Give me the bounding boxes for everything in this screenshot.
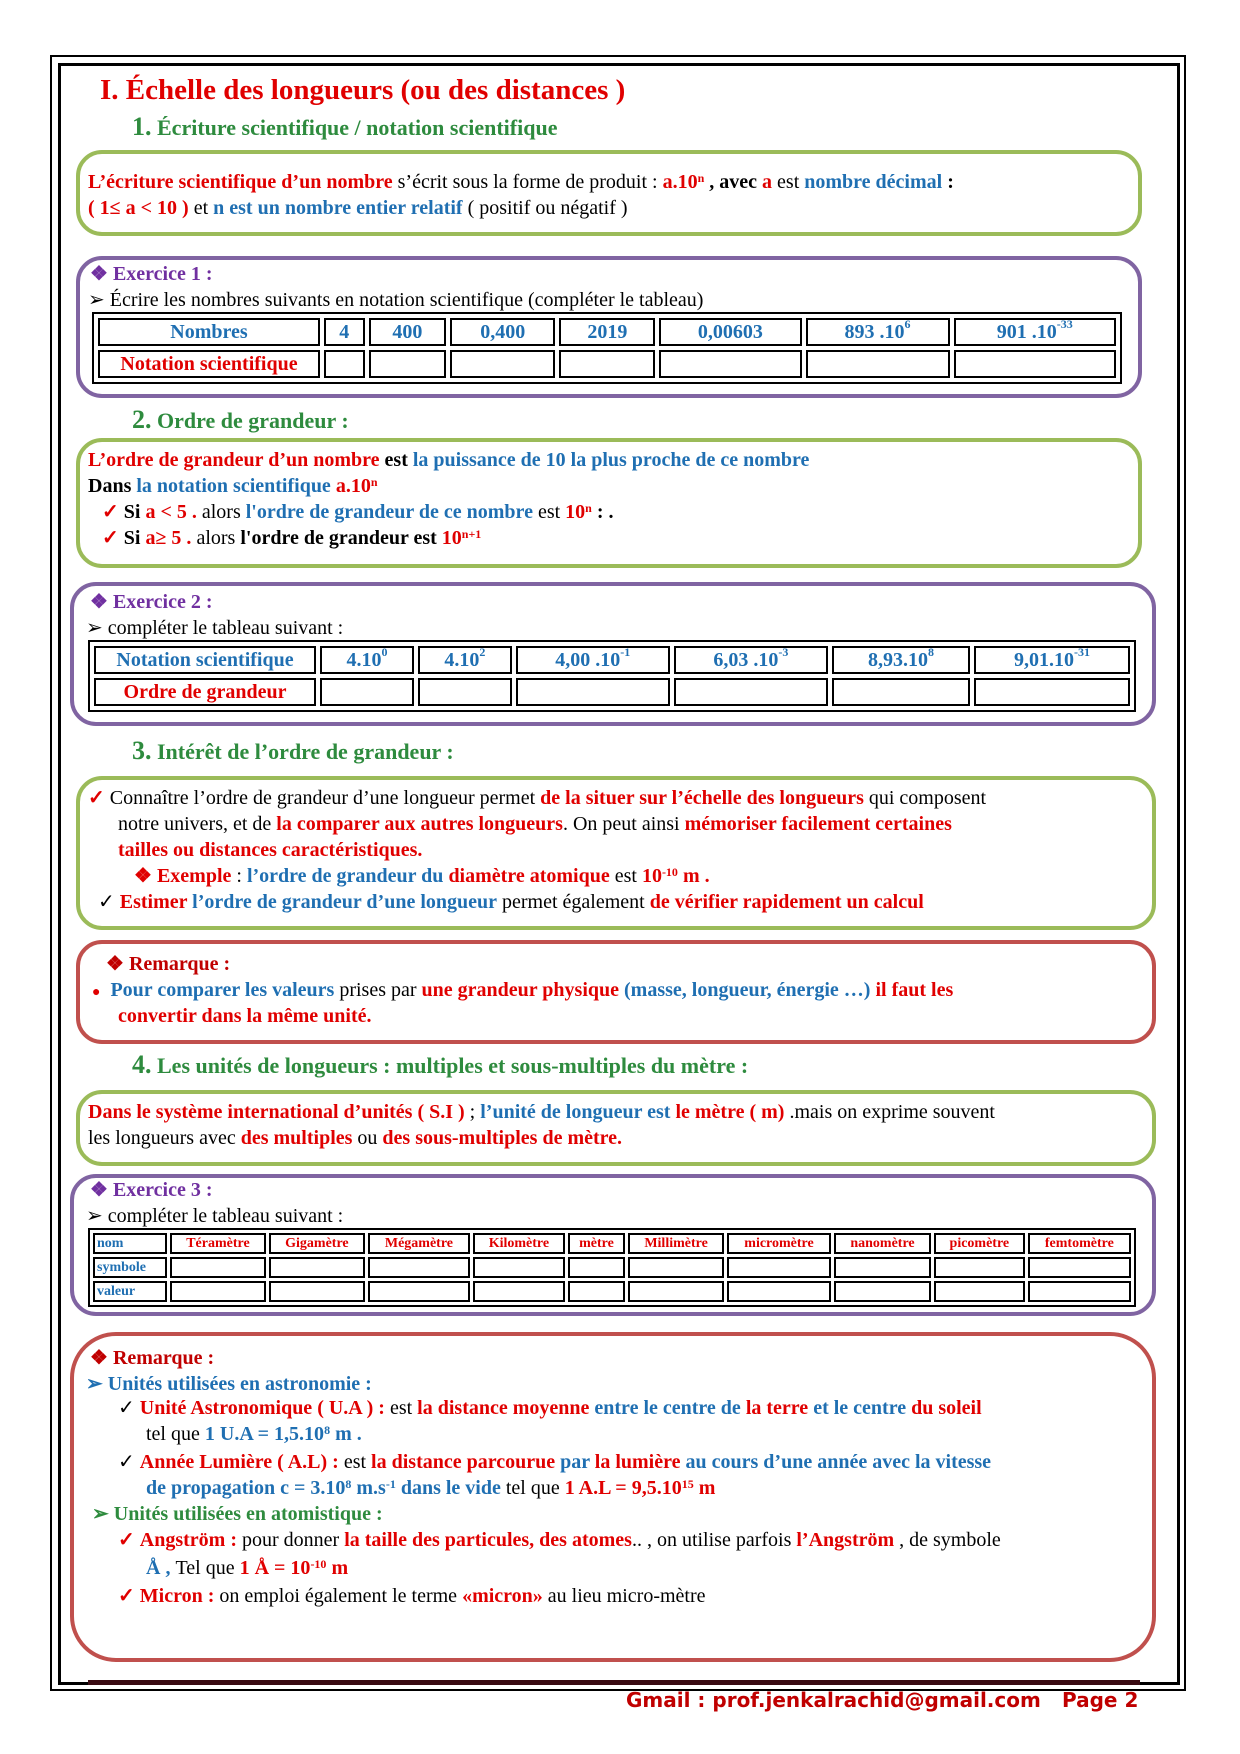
answer-cell[interactable] bbox=[727, 1257, 831, 1278]
check-icon: ✓ bbox=[118, 1529, 135, 1551]
answer-cell[interactable] bbox=[659, 350, 801, 378]
rem2-ua-line2: tel que 1 $U.A = 1,5.10^8$ m . bbox=[146, 1423, 362, 1445]
answer-cell[interactable] bbox=[170, 1257, 266, 1278]
table-cell: nanomètre bbox=[834, 1233, 931, 1254]
def2-line3: ✓ Si a < 5 . alors l'ordre de grandeur de ce nombre est 10$^n$ : . bbox=[102, 501, 614, 523]
def2-line1: L’ordre de grandeur d’un nombre est la puissance de 10 la plus proche de ce nombre bbox=[88, 449, 810, 471]
table-cell: mètre bbox=[568, 1233, 625, 1254]
answer-cell[interactable] bbox=[727, 1281, 831, 1302]
table-cell: 4,00 $.10^{-1}$ bbox=[516, 646, 670, 674]
check-icon: ✓ bbox=[88, 787, 105, 809]
footer-email: Gmail : prof.jenkalrachid@gmail.com bbox=[626, 1688, 1041, 1712]
table-cell: Gigamètre bbox=[269, 1233, 365, 1254]
def3-line5: ✓ Estimer l’ordre de grandeur d’une longueur permet également de vérifier rapidement un calcul bbox=[98, 891, 924, 913]
answer-cell[interactable] bbox=[834, 1281, 931, 1302]
table-cell: 4.10$^0$ bbox=[320, 646, 414, 674]
exercise-2-table bbox=[88, 640, 1136, 712]
rem1-title: ❖ Remarque : bbox=[106, 953, 231, 975]
table-header-cell: Nombres bbox=[98, 318, 320, 346]
table-cell: 901 $.10^{-33}$ bbox=[954, 318, 1117, 346]
answer-cell[interactable] bbox=[324, 350, 365, 378]
diamond-bullet-icon: ❖ bbox=[90, 1179, 108, 1201]
def1-line2: ( 1≤ a < 10 ) et n est un nombre entier relatif ( positif ou négatif ) bbox=[88, 197, 628, 219]
check-icon: ✓ bbox=[102, 501, 119, 523]
table-header-cell: Notation scientifique bbox=[98, 350, 320, 378]
arrow-bullet-icon: ➢ bbox=[86, 1373, 103, 1395]
table-header-cell: valeur bbox=[93, 1281, 167, 1302]
bottom-rule bbox=[88, 1680, 1140, 1685]
check-icon: ✓ bbox=[118, 1585, 135, 1607]
answer-cell[interactable] bbox=[674, 678, 828, 706]
ex1-instruction: ➢ Écrire les nombres suivants en notation scientifique (compléter le tableau) bbox=[88, 289, 704, 311]
table-cell: 6,03 $.10^{-3}$ bbox=[674, 646, 828, 674]
table-header-cell: symbole bbox=[93, 1257, 167, 1278]
answer-cell[interactable] bbox=[834, 1257, 931, 1278]
table-header-cell: Ordre de grandeur bbox=[94, 678, 316, 706]
table-cell: 400 bbox=[369, 318, 447, 346]
table-row bbox=[93, 1257, 1131, 1278]
rem2-astro: ➢ Unités utilisées en astronomie : bbox=[86, 1373, 372, 1395]
table-header-cell: Notation scientifique bbox=[94, 646, 316, 674]
answer-cell[interactable] bbox=[934, 1281, 1025, 1302]
answer-cell[interactable] bbox=[559, 350, 655, 378]
table-cell: $9,01.10^{-31}$ bbox=[974, 646, 1130, 674]
ex2-instruction: ➢ compléter le tableau suivant : bbox=[86, 617, 344, 639]
table-row bbox=[98, 318, 1116, 346]
rem2-angstrom-line2: Å , Tel que 1 Å = $10^{-10}$ m bbox=[146, 1557, 349, 1579]
answer-cell[interactable] bbox=[832, 678, 970, 706]
arrow-bullet-icon: ➢ bbox=[86, 1205, 103, 1227]
diamond-bullet-icon: ❖ bbox=[90, 591, 108, 613]
diamond-bullet-icon: ❖ bbox=[106, 953, 124, 975]
table-cell: micromètre bbox=[727, 1233, 831, 1254]
rem2-atom: ➢ Unités utilisées en atomistique : bbox=[92, 1503, 383, 1525]
answer-cell[interactable] bbox=[806, 350, 950, 378]
def3-line1: ✓ Connaître l’ordre de grandeur d’une longueur permet de la situer sur l’échelle des longueurs qui composent bbox=[88, 787, 987, 809]
table-cell: 4 bbox=[324, 318, 365, 346]
bullet-dot-icon: ● bbox=[92, 985, 101, 1000]
table-cell: 2019 bbox=[559, 318, 655, 346]
arrow-bullet-icon: ➢ bbox=[86, 617, 103, 639]
answer-cell[interactable] bbox=[473, 1257, 565, 1278]
answer-cell[interactable] bbox=[368, 1257, 470, 1278]
table-cell: Kilomètre bbox=[473, 1233, 565, 1254]
def3-line2: notre univers, et de la comparer aux autres longueurs. On peut ainsi mémoriser facilement certaines bbox=[118, 813, 952, 835]
diamond-bullet-icon: ❖ bbox=[90, 1347, 108, 1369]
table-cell: 893 $.10^6$ bbox=[806, 318, 950, 346]
rem1-line2: convertir dans la même unité. bbox=[118, 1005, 372, 1027]
table-row bbox=[98, 350, 1116, 378]
answer-cell[interactable] bbox=[628, 1281, 724, 1302]
answer-cell[interactable] bbox=[516, 678, 670, 706]
answer-cell[interactable] bbox=[450, 350, 555, 378]
check-icon: ✓ bbox=[98, 891, 115, 913]
check-icon: ✓ bbox=[118, 1451, 135, 1473]
ex2-title: ❖ Exercice 2 : bbox=[90, 591, 213, 613]
table-cell: picomètre bbox=[934, 1233, 1025, 1254]
answer-cell[interactable] bbox=[568, 1257, 625, 1278]
check-icon: ✓ bbox=[102, 527, 119, 549]
answer-cell[interactable] bbox=[320, 678, 414, 706]
table-cell: 0,00603 bbox=[659, 318, 801, 346]
arrow-bullet-icon: ➢ bbox=[92, 1503, 109, 1525]
table-cell: 0,400 bbox=[450, 318, 555, 346]
ex3-title: ❖ Exercice 3 : bbox=[90, 1179, 213, 1201]
section-title: I. Échelle des longueurs (ou des distances ) bbox=[100, 74, 626, 106]
answer-cell[interactable] bbox=[170, 1281, 266, 1302]
table-cell: Mégamètre bbox=[368, 1233, 470, 1254]
rem2-angstrom-line1: ✓ Angström : pour donner la taille des particules, des atomes.. , on utilise parfois l’Angström , de symbole bbox=[118, 1529, 1001, 1551]
rem2-al-line1: ✓ Année Lumière ( A.L) : est la distance parcourue par la lumière au cours d’une année avec la vitesse bbox=[118, 1451, 992, 1473]
answer-cell[interactable] bbox=[418, 678, 512, 706]
table-row bbox=[94, 678, 1130, 706]
def2-line4: ✓ Si a≥ 5 . alors l'ordre de grandeur est $10^{n+1}$ bbox=[102, 527, 482, 549]
answer-cell[interactable] bbox=[628, 1257, 724, 1278]
subsection-3-title: 3. Intérêt de l’ordre de grandeur : bbox=[132, 736, 454, 765]
answer-cell[interactable] bbox=[473, 1281, 565, 1302]
ex1-title: ❖ Exercice 1 : bbox=[90, 263, 213, 285]
diamond-bullet-icon: ❖ bbox=[90, 263, 108, 285]
def3-line3: tailles ou distances caractéristiques. bbox=[118, 839, 423, 861]
answer-cell[interactable] bbox=[954, 350, 1117, 378]
table-row bbox=[93, 1281, 1131, 1302]
rem2-al-line2: de propagation $c = 3.10^8$ $m.s^{-1}$ dans le vide tel que 1 $A.L = 9,5.10^{15}$ m bbox=[146, 1477, 716, 1499]
table-cell: femtomètre bbox=[1028, 1233, 1131, 1254]
answer-cell[interactable] bbox=[269, 1257, 365, 1278]
answer-cell[interactable] bbox=[974, 678, 1130, 706]
table-row bbox=[94, 646, 1130, 674]
diamond-bullet-icon: ❖ bbox=[134, 865, 152, 887]
subsection-4-title: 4. Les unités de longueurs : multiples et sous-multiples du mètre : bbox=[132, 1050, 749, 1079]
answer-cell[interactable] bbox=[368, 1281, 470, 1302]
answer-cell[interactable] bbox=[934, 1257, 1025, 1278]
table-header-cell: nom bbox=[93, 1233, 167, 1254]
def2-line2: Dans la notation scientifique a.10$^n$ bbox=[88, 475, 378, 497]
table-cell: Téramètre bbox=[170, 1233, 266, 1254]
rem2-title: ❖ Remarque : bbox=[90, 1347, 215, 1369]
arrow-bullet-icon: ➢ bbox=[88, 289, 105, 311]
table-row bbox=[93, 1233, 1131, 1254]
table-cell: 4.10$^2$ bbox=[418, 646, 512, 674]
answer-cell[interactable] bbox=[1028, 1257, 1131, 1278]
rem2-micron: ✓ Micron : on emploi également le terme «micron» au lieu micro-mètre bbox=[118, 1585, 706, 1607]
rem2-ua-line1: ✓ Unité Astronomique ( U.A ) : est la distance moyenne entre le centre de la terre et le centre du soleil bbox=[118, 1397, 982, 1419]
def3-example: ❖ Exemple : l’ordre de grandeur du diamètre atomique est $10^{-10}$ m . bbox=[134, 865, 710, 887]
table-cell: Millimètre bbox=[628, 1233, 724, 1254]
exercise-1-table bbox=[92, 312, 1122, 384]
exercise-3-table bbox=[88, 1228, 1136, 1307]
answer-cell[interactable] bbox=[269, 1281, 365, 1302]
def1-line1: L’écriture scientifique d’un nombre s’écrit sous la forme de produit : a.10$^n$ , avec a est nombre décimal : bbox=[88, 171, 954, 193]
rem1-line1: ● Pour comparer les valeurs prises par une grandeur physique (masse, longueur, énergie …) il faut les bbox=[92, 979, 954, 1001]
def4-line1: Dans le système international d’unités ( S.I ) ; l’unité de longueur est le mètre ( m) .mais on exprime souvent bbox=[88, 1101, 995, 1123]
answer-cell[interactable] bbox=[1028, 1281, 1131, 1302]
subsection-2-title: 2. Ordre de grandeur : bbox=[132, 405, 349, 434]
subsection-1-title: 1. Écriture scientifique / notation scientifique bbox=[132, 112, 558, 141]
footer-page-number: Page 2 bbox=[1062, 1688, 1139, 1712]
answer-cell[interactable] bbox=[369, 350, 447, 378]
table-cell: 8,93.10$^8$ bbox=[832, 646, 970, 674]
answer-cell[interactable] bbox=[568, 1281, 625, 1302]
check-icon: ✓ bbox=[118, 1397, 135, 1419]
def4-line2: les longueurs avec des multiples ou des sous-multiples de mètre. bbox=[88, 1127, 623, 1149]
ex3-instruction: ➢ compléter le tableau suivant : bbox=[86, 1205, 344, 1227]
